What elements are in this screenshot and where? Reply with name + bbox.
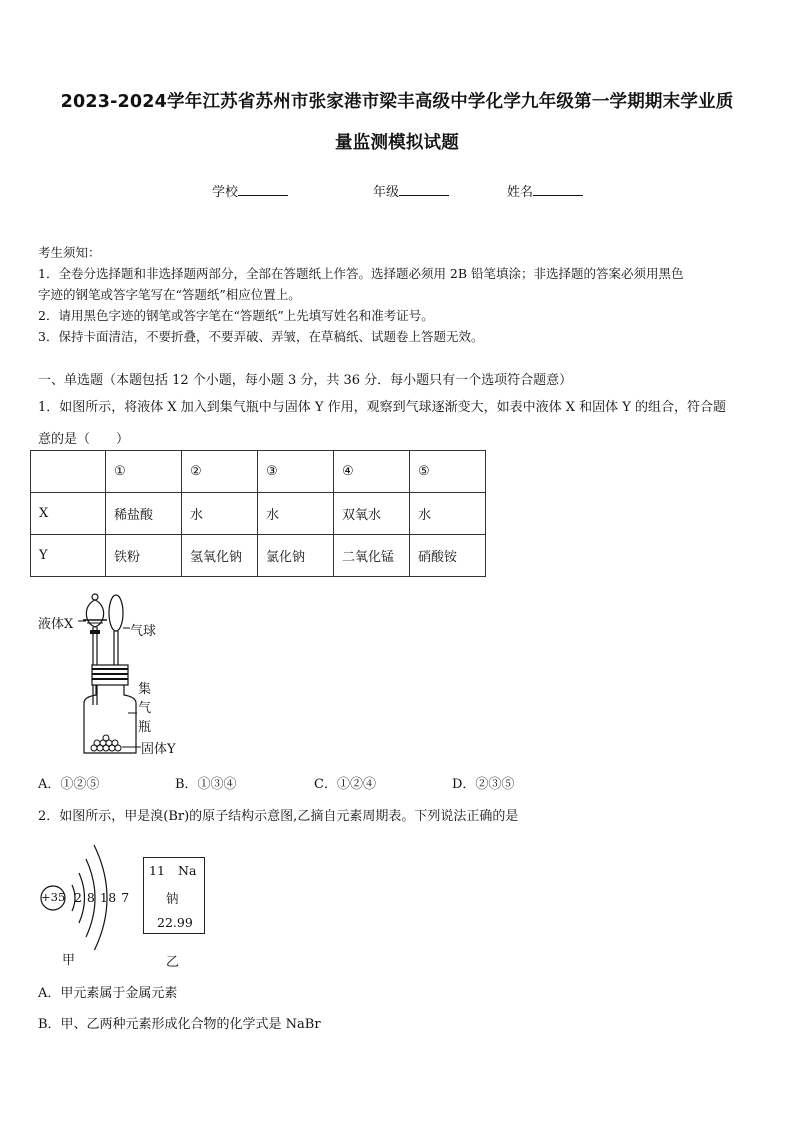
table-cell: 稀盐酸 bbox=[106, 493, 182, 535]
bottle-label-2: 气 bbox=[138, 701, 152, 716]
q2-option-b[interactable]: B．甲、乙两种元素形成化合物的化学式是 NaBr bbox=[38, 1017, 321, 1032]
bromine-atom-diagram bbox=[38, 835, 138, 970]
grade-field bbox=[373, 181, 449, 200]
atomic-mass: 22.99 bbox=[157, 915, 193, 930]
bottle-label-1: 集 bbox=[138, 682, 152, 697]
table-cell: Y bbox=[31, 535, 106, 577]
element-name: 钠 bbox=[166, 891, 179, 906]
notice-item-1a: 1．全卷分选择题和非选择题两部分，全部在答题纸上作答。选择题必须用 2B 铅笔填涂；非选择题的答案必须用黑色 bbox=[38, 266, 684, 281]
table-cell: ⑤ bbox=[410, 451, 486, 493]
q1-choice-a[interactable]: A．①②⑤ bbox=[38, 777, 100, 792]
balloon-label: 气球 bbox=[130, 624, 157, 639]
table-cell: ③ bbox=[258, 451, 334, 493]
table-cell bbox=[31, 451, 106, 493]
name-blank[interactable] bbox=[533, 182, 583, 196]
figure-label-yi: 乙 bbox=[166, 955, 180, 970]
q1-table bbox=[30, 450, 486, 577]
table-row bbox=[31, 493, 486, 535]
table-cell: 二氧化锰 bbox=[334, 535, 410, 577]
notice-heading: 考生须知： bbox=[38, 245, 101, 260]
table-row bbox=[31, 535, 486, 577]
name-field bbox=[507, 181, 583, 200]
notice-block bbox=[38, 242, 763, 347]
element-symbol: Na bbox=[178, 863, 197, 878]
table-cell: 铁粉 bbox=[106, 535, 182, 577]
q1-apparatus-figure bbox=[38, 585, 198, 765]
table-cell: 硝酸铵 bbox=[410, 535, 486, 577]
sodium-element-card bbox=[143, 857, 205, 934]
notice-item-1b: 字迹的钢笔或答字笔写在“答题纸”相应位置上。 bbox=[38, 287, 301, 302]
school-label: 学校 bbox=[212, 185, 239, 200]
q1-line-2: 意的是（ ） bbox=[38, 432, 130, 447]
table-cell: ④ bbox=[334, 451, 410, 493]
q1-choice-c[interactable]: C．①②④ bbox=[314, 777, 376, 792]
solid-y-label: 固体Y bbox=[141, 742, 176, 757]
q2-line-1: 2．如图所示，甲是溴(Br)的原子结构示意图,乙摘自元素周期表。下列说法正确的是 bbox=[38, 809, 519, 824]
q1-choice-d[interactable]: D．②③⑤ bbox=[452, 777, 515, 792]
title-line-1: 2023-2024学年江苏省苏州市张家港市梁丰高级中学化学九年级第一学期期末学业质 bbox=[60, 92, 734, 112]
section-heading: 一、单选题（本题包括 12 个小题，每小题 3 分，共 36 分．每小题只有一个选项符合题意） bbox=[38, 373, 573, 388]
liquid-x-label: 液体X bbox=[38, 617, 74, 632]
nucleus-charge: +35 bbox=[41, 890, 66, 904]
table-cell: 水 bbox=[258, 493, 334, 535]
notice-item-2: 2．请用黑色字迹的钢笔或答字笔在“答题纸”上先填写姓名和准考证号。 bbox=[38, 308, 434, 323]
figure-label-jia: 甲 bbox=[62, 953, 76, 968]
table-row bbox=[31, 451, 486, 493]
q2-option-a[interactable]: A．甲元素属于金属元素 bbox=[38, 986, 178, 1001]
q1-choice-b[interactable]: B．①③④ bbox=[175, 777, 237, 792]
grade-blank[interactable] bbox=[399, 182, 449, 196]
q1-line-1: 1．如图所示，将液体 X 加入到集气瓶中与固体 Y 作用，观察到气球逐渐变大，如表中液体 X 和固体 Y 的组合，符合题 bbox=[38, 400, 727, 415]
name-label: 姓名 bbox=[507, 185, 534, 200]
table-cell: 水 bbox=[410, 493, 486, 535]
school-field bbox=[212, 181, 288, 200]
atomic-number: 11 bbox=[149, 863, 165, 878]
table-cell: 氢氧化钠 bbox=[182, 535, 258, 577]
notice-item-3: 3．保持卡面清洁，不要折叠，不要弄破、弄皱，在草稿纸、试题卷上答题无效。 bbox=[38, 329, 484, 344]
table-cell: 双氧水 bbox=[334, 493, 410, 535]
table-cell: X bbox=[31, 493, 106, 535]
electron-shells: 2 8 18 7 bbox=[74, 890, 130, 905]
title-line-2: 量监测模拟试题 bbox=[335, 133, 459, 153]
bottle-label-3: 瓶 bbox=[138, 720, 152, 735]
table-cell: 氯化钠 bbox=[258, 535, 334, 577]
grade-label: 年级 bbox=[373, 185, 400, 200]
table-cell: ① bbox=[106, 451, 182, 493]
table-cell: ② bbox=[182, 451, 258, 493]
table-cell: 水 bbox=[182, 493, 258, 535]
school-blank[interactable] bbox=[238, 182, 288, 196]
